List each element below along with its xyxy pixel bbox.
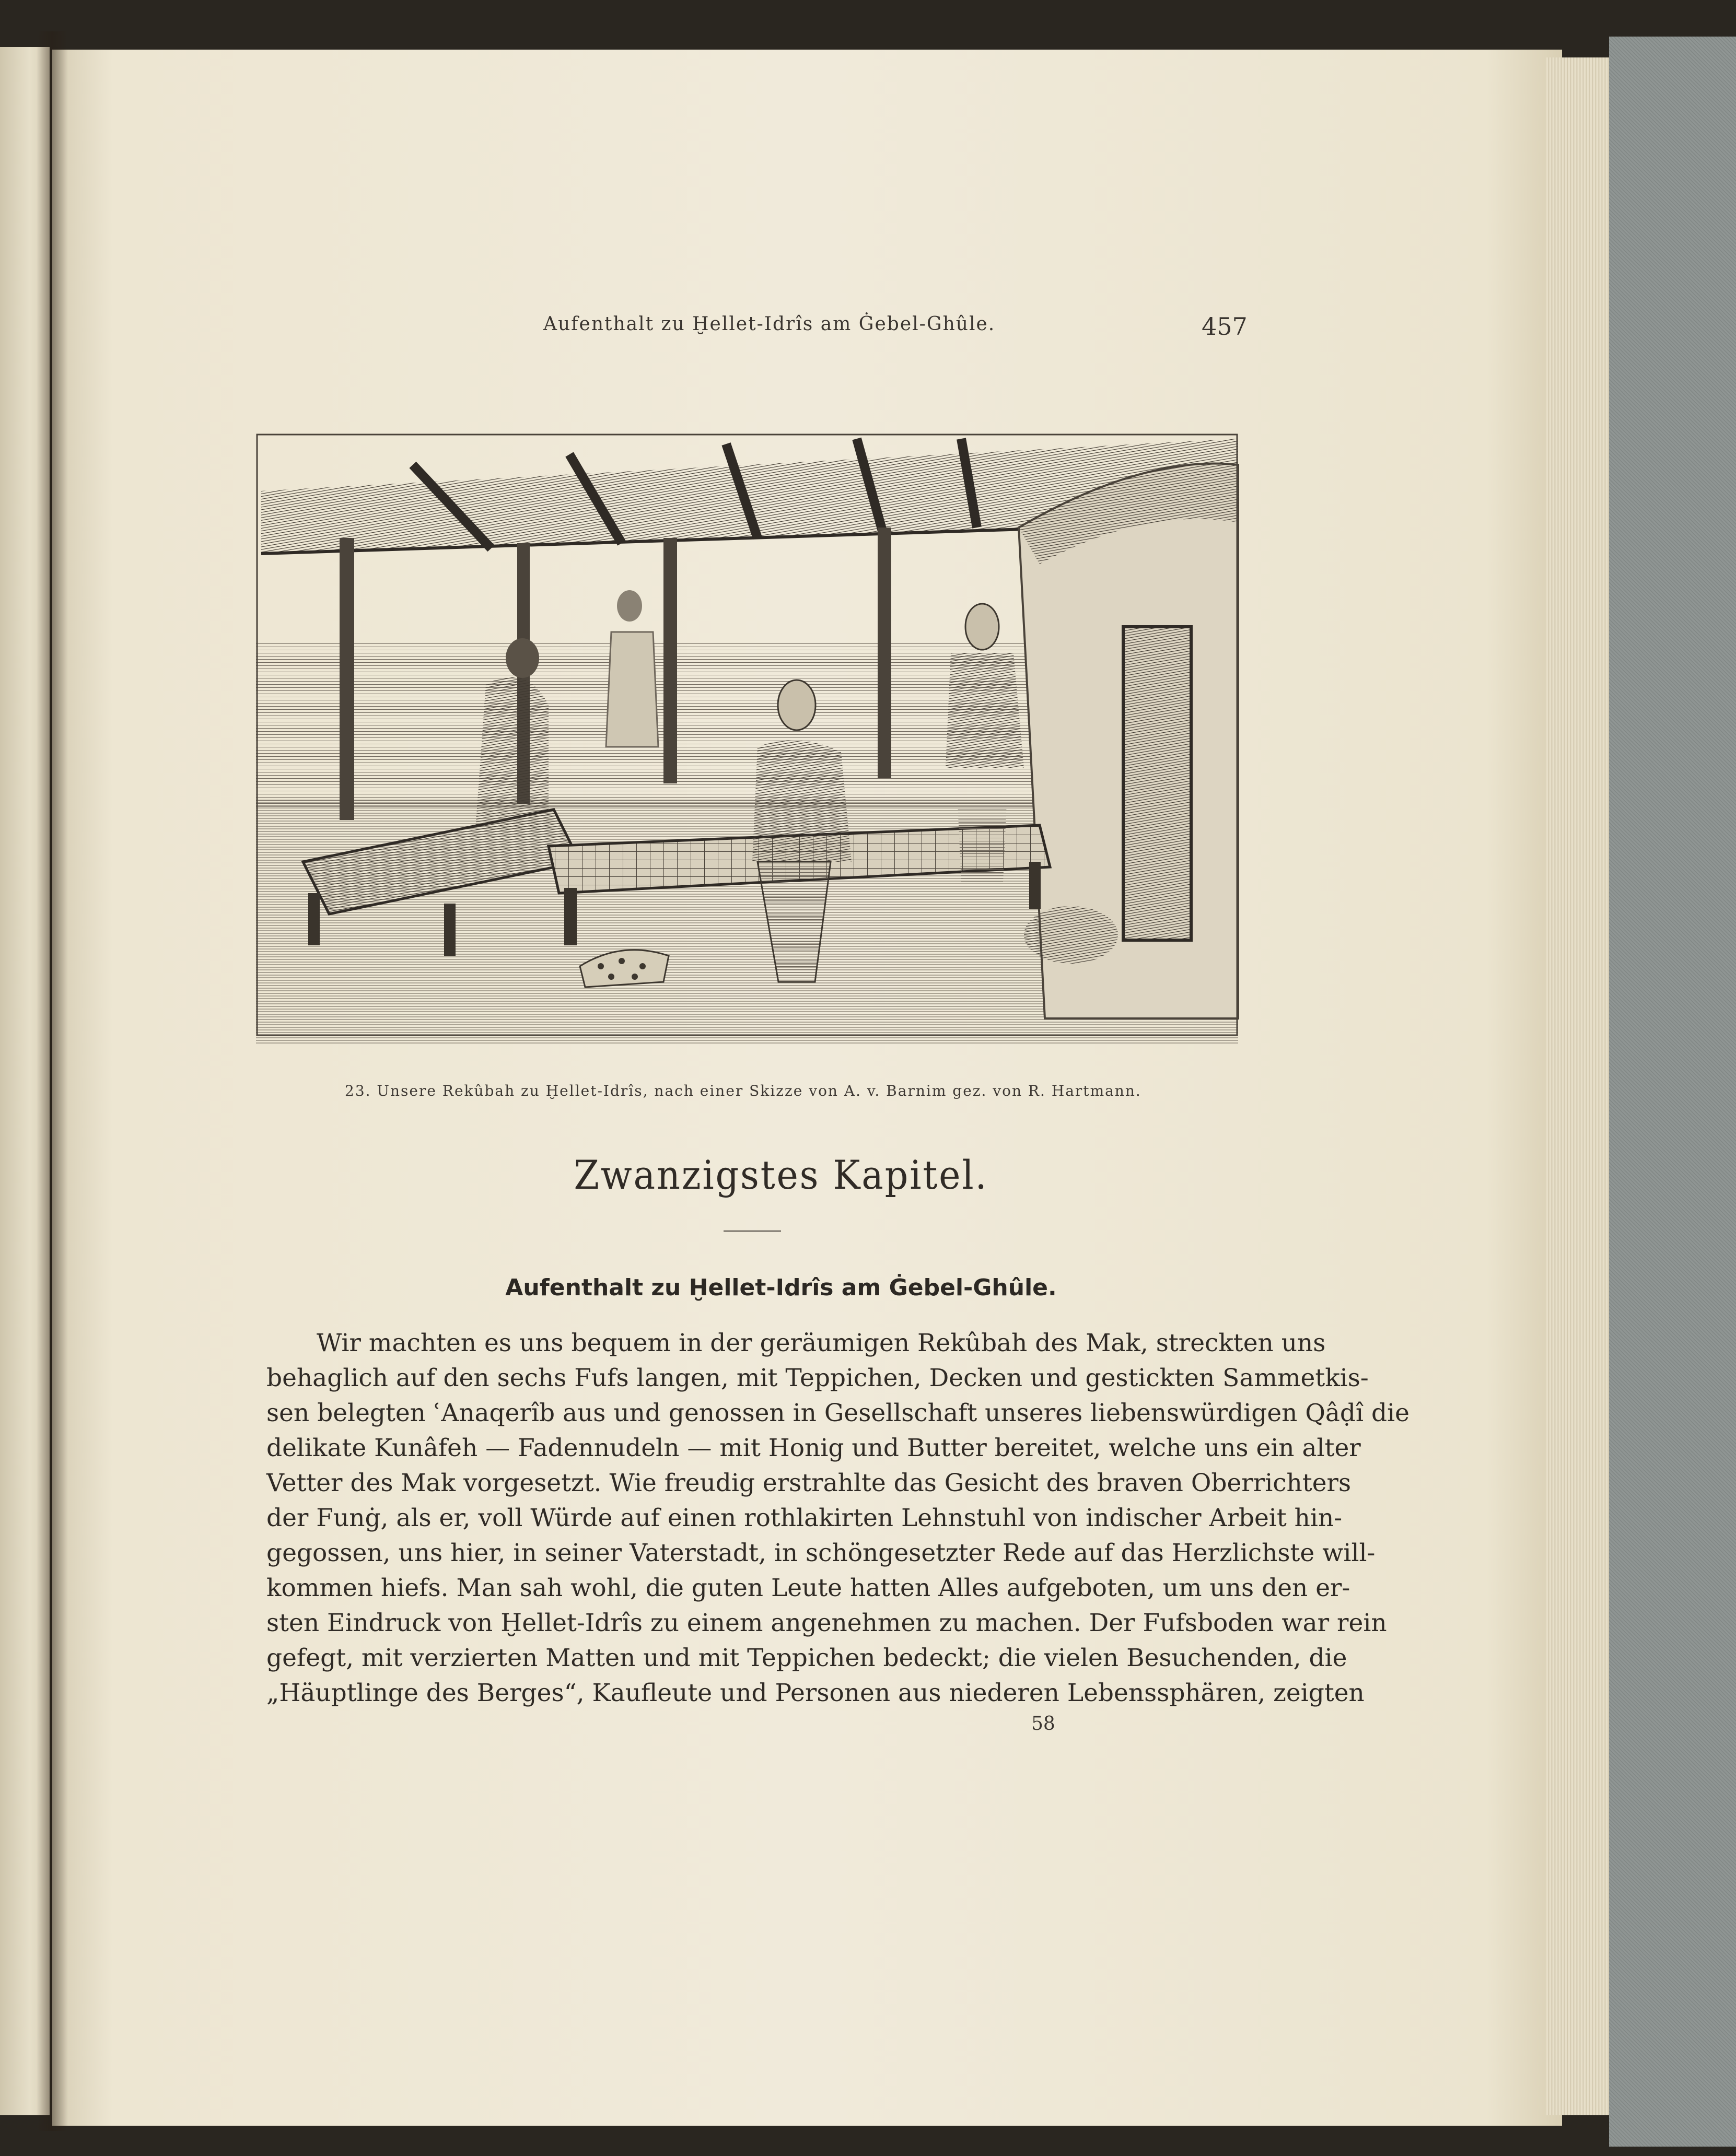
body-text (266, 1326, 1409, 1710)
page-edges (1546, 57, 1610, 2115)
body-line: der Funġ, als er, voll Würde auf einen rothlakirten Lehnstuhl von indischer Arbeit hin- (266, 1504, 1343, 1532)
chapter-title: Zwanzigstes Kapitel. (574, 1152, 988, 1198)
engraving-illustration (256, 433, 1238, 1060)
running-head: Aufenthalt zu Ḫellet-Idrîs am Ġebel-Ghûle. (543, 313, 996, 335)
signature-mark: 58 (1031, 1713, 1055, 1735)
body-line: sen belegten ʿAnaqerîb aus und genossen in Gesellschaft unseres liebenswürdigen Qâḍî die (266, 1399, 1409, 1427)
body-line: gegossen, uns hier, in seiner Vaterstadt, in schöngesetzter Rede auf das Herzlichste will- (266, 1539, 1376, 1567)
book-gutter (37, 31, 68, 2131)
body-line: Vetter des Mak vorgesetzt. Wie freudig erstrahlte das Gesicht des braven Oberrichters (266, 1469, 1351, 1497)
page-number: 457 (1202, 312, 1248, 341)
body-line: Wir machten es uns bequem in der geräumigen Rekûbah des Mak, streckten uns (317, 1329, 1326, 1357)
body-line: gefegt, mit verzierten Matten und mit Teppichen bedeckt; die vielen Besuchenden, die (266, 1644, 1347, 1672)
body-line: sten Eindruck von Ḫellet-Idrîs zu einem angenehmen zu machen. Der Fufsboden war rein (266, 1609, 1387, 1637)
body-line: kommen hiefs. Man sah wohl, die guten Leute hatten Alles aufgeboten, um uns den er- (266, 1574, 1350, 1602)
title-rule (724, 1231, 781, 1232)
section-title: Aufenthalt zu Ḫellet-Idrîs am Ġebel-Ghûle. (505, 1274, 1057, 1301)
body-line: delikate Kunâfeh — Fadennudeln — mit Honig und Butter bereitet, welche uns ein alter (266, 1434, 1361, 1462)
body-line: „Häuptlinge des Berges“, Kaufleute und Personen aus niederen Lebenssphären, zeigten (266, 1679, 1365, 1707)
figure-caption: 23. Unsere Rekûbah zu Ḫellet-Idrîs, nach einer Skizze von A. v. Barnim gez. von R. Hartmann. (345, 1082, 1141, 1099)
body-line: behaglich auf den sechs Fufs langen, mit Teppichen, Decken und gestickten Sammetkis- (266, 1364, 1369, 1392)
book-cover (1609, 37, 1736, 2147)
